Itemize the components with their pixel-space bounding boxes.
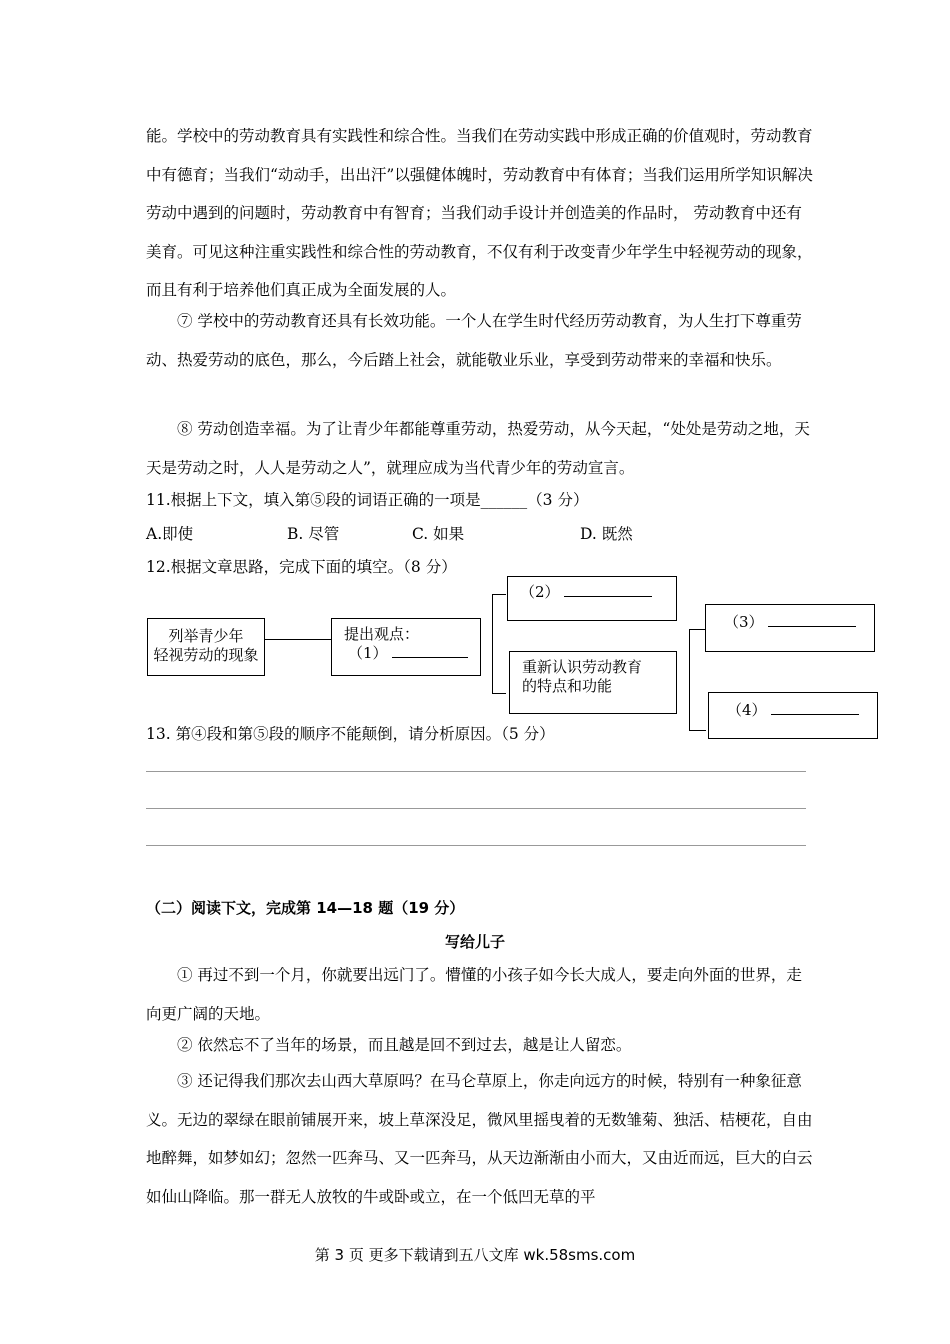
page-footer: 第 3 页 更多下载请到五八文库 wk.58sms.com [314, 1246, 636, 1264]
blank-1-line[interactable] [392, 656, 468, 658]
blank-3-label: （3） [724, 613, 764, 631]
blank-3-line[interactable] [768, 625, 856, 627]
q11-option-d: D. 既然 [580, 525, 633, 543]
essay-paragraph-3: ③ 还记得我们那次去山西大草原吗？在马仑草原上，你走向远方的时候，特别有一种象征意义。无边的翠绿在眼前铺展开来，坡上草深没足，微风里摇曳着的无数雏菊、独活、桔梗花，自由地醉舞，如梦如幻；忽然一匹奔马、又一匹奔马，从天边渐渐由小而大，又由近而远，巨大的白云如仙山降临。那一群无人放牧的牛或卧或立，在一个低凹无草的平 [146, 1072, 813, 1206]
blank-4-label: （4） [727, 701, 767, 719]
blank-1-row [344, 644, 480, 663]
box-viewpoint-line1: 提出观点： [344, 625, 420, 643]
diagram-connector [265, 639, 331, 640]
essay-paragraph-1: ① 再过不到一个月，你就要出远门了。懵懂的小孩子如今长大成人，要走向外面的世界，走向更广阔的天地。 [146, 966, 802, 1023]
answer-line-3[interactable] [146, 845, 806, 846]
question-13-stem: 13. 第④段和第⑤段的顺序不能颠倒，请分析原因。（5 分） [146, 725, 555, 743]
diagram-box-phenomenon [147, 618, 265, 676]
answer-line-1[interactable] [146, 771, 806, 772]
q11-option-c: C. 如果 [412, 525, 465, 543]
blank-2-line[interactable] [564, 595, 652, 597]
diagram-box-blank-2 [507, 576, 677, 621]
blank-4-line[interactable] [771, 713, 859, 715]
blank-1-label: （1） [348, 644, 388, 662]
bracket-left-1 [492, 594, 506, 694]
box-phenomenon-line1: 列举青少年 [168, 627, 244, 645]
question-12-stem: 12.根据文章思路，完成下面的填空。（8 分） [146, 558, 457, 576]
essay-title: 写给儿子 [444, 933, 505, 951]
box-features-line2: 的特点和功能 [522, 677, 613, 695]
paragraph-8: ⑧ 劳动创造幸福。为了让青少年都能尊重劳动，热爱劳动，从今天起，“处处是劳动之地，天天是劳动之时，人人是劳动之人”，就理应成为当代青少年的劳动宣言。 [146, 420, 810, 477]
q11-option-b: B. 尽管 [287, 525, 340, 543]
section-2-heading: （二）阅读下文，完成第 14—18 题（19 分） [146, 899, 465, 917]
paragraph-6-continued: 能。学校中的劳动教育具有实践性和综合性。当我们在劳动实践中形成正确的价值观时，劳动教育中有德育；当我们“动动手，出出汗”以强健体魄时，劳动教育中有体育；当我们运用所学知识解决劳动中遇到的问题时，劳动教育中有智育；当我们动手设计并创造美的作品时， 劳动教育中还有美育。可见这种注重实践性和综合性的劳动教育，不仅有利于改变青少年学生中轻视劳动的现象，而且有利于培养他们真正成为全面发展的人。 [146, 127, 813, 299]
bracket-left-2 [689, 629, 706, 731]
diagram-box-blank-4 [708, 692, 878, 739]
answer-line-2[interactable] [146, 808, 806, 809]
question-11-stem: 11.根据上下文，填入第⑤段的词语正确的一项是______（3 分） [146, 491, 589, 509]
q11-option-a: A.即使 [146, 525, 194, 543]
blank-2-label: （2） [520, 583, 560, 601]
paragraph-7: ⑦ 学校中的劳动教育还具有长效功能。一个人在学生时代经历劳动教育，为人生打下尊重劳动、热爱劳动的底色，那么，今后踏上社会，就能敬业乐业，享受到劳动带来的幸福和快乐。 [146, 312, 802, 369]
diagram-box-features [509, 651, 677, 714]
essay-paragraph-2: ② 依然忘不了当年的场景，而且越是回不到过去，越是让人留恋。 [177, 1036, 632, 1054]
diagram-box-blank-3 [705, 604, 875, 652]
box-features-line1: 重新认识劳动教育 [522, 658, 643, 676]
box-phenomenon-line2: 轻视劳动的现象 [153, 646, 259, 664]
diagram-box-viewpoint [331, 618, 481, 676]
